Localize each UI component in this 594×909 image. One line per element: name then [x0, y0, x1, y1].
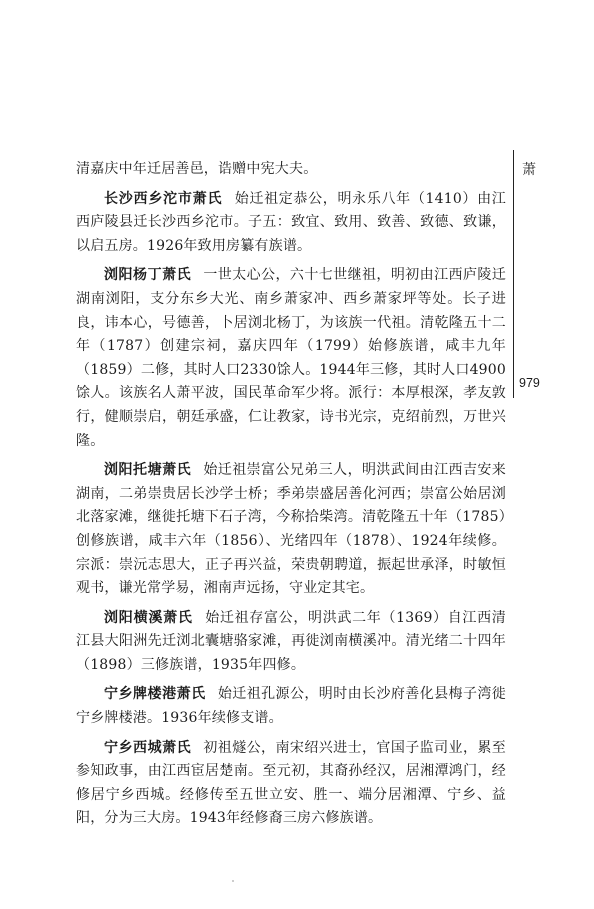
entry-body: 初祖燧公，南宋绍兴进士，官国子监司业，累至参知政事，由江西宦居楚南。至元初，其裔孙经汉，居湘潭鸿门，经修居宁乡西城。经修传至五世立安、胜一、端分居湘潭、宁乡、益阳，分为三大房。1943年经修裔三房六修族谱。 [76, 739, 506, 827]
entry-body: 一世太心公，六十七世继祖，明初由江西庐陵迁湖南浏阳，支分东乡大光、南乡萧家冲、西乡萧家坪等处。长子进良，讳本心，号德善，卜居浏北杨丁，为该族一代祖。清乾隆五十二年（1787）创建宗祠，嘉庆四年（1799）始修族谱，咸丰九年（1859）二修，其时人口2330馀人。1944年三修，其时人口4900馀人。该族名人萧平波，国民革命军少将。派行：本厚根深，孝友敦行，健顺崇启，朝廷承盛，仁让教家，诗书光宗，克绍前烈，万世兴隆。 [76, 267, 506, 449]
scan-speck [232, 880, 234, 882]
entry-title: 宁乡西城萧氏 [104, 739, 192, 756]
entry-body: 始迁祖存富公，明洪武二年（1369）自江西清江县大阳洲先迁浏北囊塘骆家滩，再徙浏南横溪冲。清光绪二十四年（1898）三修族谱，1935年四修。 [76, 609, 506, 673]
entry-body: 始迁祖孔源公，明时由长沙府善化县梅子湾徙宁乡牌楼港。1936年续修支谱。 [76, 686, 507, 727]
entry-paragraph [76, 607, 506, 678]
entry-title: 浏阳托塘萧氏 [104, 462, 192, 479]
entry-title: 宁乡牌楼港萧氏 [104, 686, 206, 703]
entry-body: 始迁祖定恭公，明永乐八年（1410）由江西庐陵县迁长沙西乡沱市。子五：致宜、致用、致善、致德、致谦，以启五房。1926年致用房纂有族谱。 [76, 190, 506, 254]
opening-paragraph: 清嘉庆中年迁居善邑，诰赠中宪大夫。 [76, 161, 318, 177]
entry-paragraph [76, 459, 506, 601]
entry-paragraph [76, 264, 506, 453]
main-text [76, 158, 506, 831]
entry-paragraph [76, 683, 506, 730]
entry-title: 长沙西乡沱市萧氏 [104, 190, 223, 207]
entry-title: 浏阳杨丁萧氏 [104, 267, 192, 284]
entry-body: 始迁祖崇富公兄弟三人，明洪武间由江西吉安来湖南，二弟崇贵居长沙学士桥；季弟崇盛居善化河西；崇富公始居浏北落家滩，继徙托塘下石子湾，今称拾柴湾。清乾隆五十年（1785）创修族谱，咸丰六年（1856）、光绪四年（1878）、1924年续修。宗派：崇沅志思大，正子再兴益，荣贵朝聘道，振起世承泽，时敏恒观书，谦光常学易，湘南声远扬，守业定其宅。 [76, 462, 506, 597]
margin-rule [513, 150, 514, 398]
entry-paragraph [76, 737, 506, 831]
page-number: 979 [519, 376, 540, 390]
surname-tab: 萧 [522, 162, 536, 178]
entry-title: 浏阳横溪萧氏 [104, 609, 193, 626]
entry-paragraph [76, 188, 506, 259]
